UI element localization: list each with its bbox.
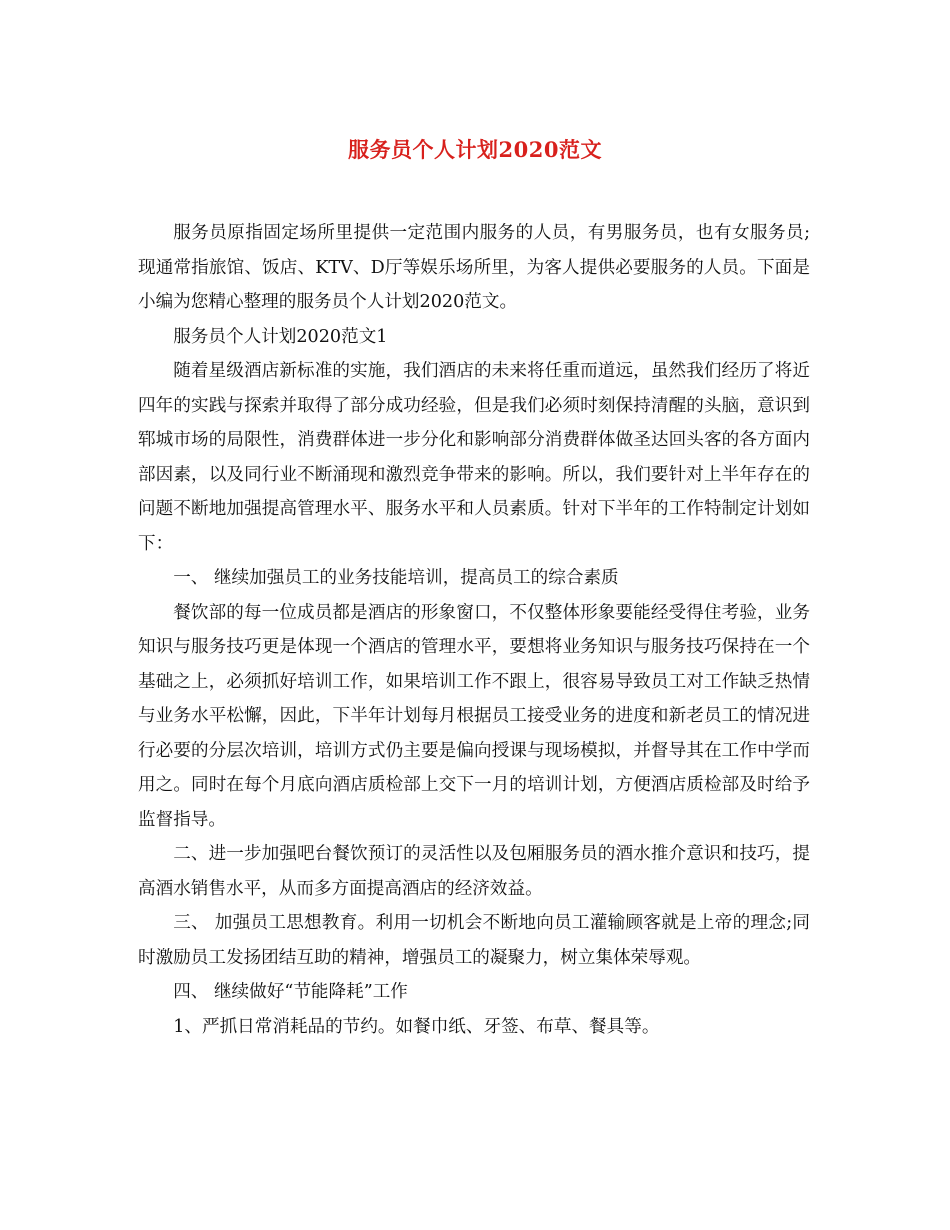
paragraph-intro: 服务员原指固定场所里提供一定范围内服务的人员，有男服务员，也有女服务员;现通常指旅馆、饭店、KTV、D厅等娱乐场所里，为客人提供必要服务的人员。下面是小编为您精心整理的服务员个人计划2020范文。	[138, 223, 810, 312]
paragraph-item-3: 三、 加强员工思想教育。利用一切机会不断地向员工灌输顾客就是上帝的理念;同时激励员工发扬团结互助的精神，增强员工的凝聚力，树立集体荣辱观。	[138, 913, 810, 968]
paragraph-item-2: 二、进一步加强吧台餐饮预订的灵活性以及包厢服务员的酒水推介意识和技巧，提高酒水销售水平，从而多方面提高酒店的经济效益。	[138, 844, 810, 899]
document-title: 服务员个人计划2020范文	[348, 137, 602, 162]
paragraph-training: 餐饮部的每一位成员都是酒店的形象窗口，不仅整体形象要能经受得住考验，业务知识与服务技巧更是体现一个酒店的管理水平，要想将业务知识与服务技巧保持在一个基础之上，必须抓好培训工作，如果培训工作不跟上，很容易导致员工对工作缺乏热情与业务水平松懈，因此，下半年计划每月根据员工接受业务的进度和新老员工的情况进行必要的分层次培训，培训方式仍主要是偏向授课与现场模拟，并督导其在工作中学而用之。同时在每个月底向酒店质检部上交下一月的培训计划，方便酒店质检部及时给予监督指导。	[138, 602, 810, 830]
paragraph-background: 随着星级酒店新标准的实施，我们酒店的未来将任重而道远，虽然我们经历了将近四年的实践与探索并取得了部分成功经验，但是我们必须时刻保持清醒的头脑，意识到郓城市场的局限性，消费群体进一步分化和影响部分消费群体做圣达回头客的各方面内部因素，以及同行业不断涌现和激烈竞争带来的影响。所以，我们要针对上半年存在的问题不断地加强提高管理水平、服务水平和人员素质。针对下半年的工作特制定计划如下：	[138, 361, 810, 554]
paragraph-item-4: 四、 继续做好“节能降耗”工作	[173, 982, 408, 1002]
paragraph-item-1: 一、 继续加强员工的业务技能培训，提高员工的综合素质	[173, 568, 619, 588]
paragraph-subitem-1: 1、严抓日常消耗品的节约。如餐巾纸、牙签、布草、餐具等。	[173, 1016, 660, 1037]
paragraph-heading-1: 服务员个人计划2020范文1	[173, 326, 388, 347]
document-body	[138, 216, 810, 1044]
